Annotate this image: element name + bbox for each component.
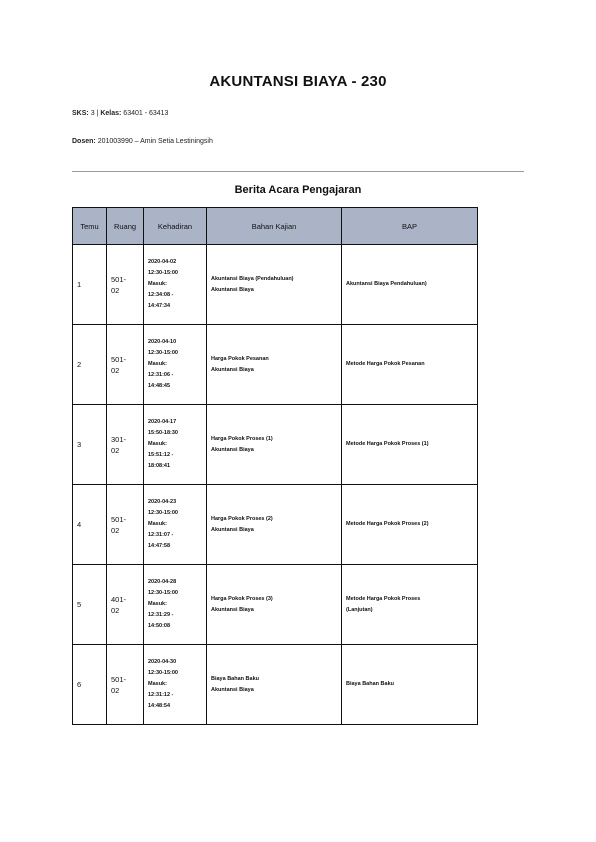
course-meta <box>72 110 168 117</box>
table-row <box>73 485 478 565</box>
ruang-cell-line: 02 <box>111 685 120 695</box>
kehadiran-cell-line: 14:48:45 <box>148 383 171 389</box>
bap-cell-line: Metode Harga Pokok Proses (1) <box>346 441 429 447</box>
kehadiran-cell-line: 12:31:12 - <box>148 692 174 698</box>
bahan-kajian-cell-line: Harga Pokok Proses (2) <box>211 515 273 522</box>
kehadiran-cell-line: 12:30-15:00 <box>148 510 178 516</box>
ruang-cell-line: 401- <box>111 594 127 604</box>
bap-cell <box>342 325 478 405</box>
kehadiran-cell <box>144 565 207 645</box>
column-header-ruang: Ruang <box>107 208 144 245</box>
table-row <box>73 245 478 325</box>
bap-cell-line: Biaya Bahan Baku <box>346 681 394 687</box>
bahan-kajian-cell-line: Biaya Bahan Baku <box>211 675 259 682</box>
kehadiran-cell-line: 12:30-15:00 <box>148 350 178 356</box>
ruang-cell-line: 02 <box>111 285 120 295</box>
bahan-kajian-cell <box>207 245 342 325</box>
bahan-kajian-cell <box>207 645 342 725</box>
ruang-cell-line: 501- <box>111 514 127 524</box>
bahan-kajian-cell-line: Akuntansi Biaya (Pendahuluan) <box>211 275 294 282</box>
bahan-kajian-cell-line: Akuntansi Biaya <box>211 526 254 533</box>
table-row <box>73 565 478 645</box>
temu-cell: 3 <box>73 405 107 485</box>
kehadiran-cell-line: 2020-04-28 <box>148 579 177 585</box>
bap-cell <box>342 405 478 485</box>
ruang-cell <box>107 645 144 725</box>
bahan-kajian-cell-line: Akuntansi Biaya <box>211 286 254 293</box>
bap-cell <box>342 245 478 325</box>
temu-cell: 2 <box>73 325 107 405</box>
sks-label: SKS: <box>72 110 89 117</box>
kehadiran-cell <box>144 245 207 325</box>
kehadiran-cell-line: 14:47:34 <box>148 303 171 309</box>
temu-cell: 6 <box>73 645 107 725</box>
bahan-kajian-cell <box>207 565 342 645</box>
kelas-value: 63401 - 63413 <box>123 110 169 117</box>
bap-cell <box>342 565 478 645</box>
column-header-temu: Temu <box>73 208 107 245</box>
bap-cell <box>342 485 478 565</box>
lecturer-meta <box>72 138 213 145</box>
page-title: AKUNTANSI BIAYA - 230 <box>209 73 387 90</box>
table-header-row <box>73 208 478 245</box>
column-header-kehadiran: Kehadiran <box>144 208 207 245</box>
table-body <box>73 245 478 725</box>
ruang-cell-line: 301- <box>111 434 127 444</box>
bahan-kajian-cell-line: Akuntansi Biaya <box>211 686 254 693</box>
bap-cell-line: Metode Harga Pokok Pesanan <box>346 361 425 367</box>
kehadiran-cell-line: 14:48:54 <box>148 703 171 709</box>
ruang-cell <box>107 245 144 325</box>
kehadiran-cell-line: 12:31:06 - <box>148 372 174 378</box>
ruang-cell-line: 02 <box>111 365 120 375</box>
kehadiran-cell-line: 2020-04-30 <box>148 659 177 665</box>
kelas-label: Kelas: <box>100 110 122 117</box>
bahan-kajian-cell <box>207 485 342 565</box>
kehadiran-cell-line: 2020-04-23 <box>148 499 177 505</box>
kehadiran-cell-line: 2020-04-02 <box>148 259 177 265</box>
kehadiran-cell-line: Masuk: <box>148 681 167 687</box>
table-row <box>73 645 478 725</box>
ruang-cell-line: 02 <box>111 605 120 615</box>
bap-cell <box>342 645 478 725</box>
kehadiran-cell-line: Masuk: <box>148 361 167 367</box>
dosen-label: Dosen: <box>72 138 96 145</box>
meta-separator: | <box>96 110 99 117</box>
kehadiran-cell-line: 12:30-15:00 <box>148 590 178 596</box>
dosen-value: 201003990 – Amin Setia Lestiningsih <box>97 138 213 145</box>
column-header-bahan-kajian: Bahan Kajian <box>207 208 342 245</box>
bap-table <box>72 207 478 725</box>
sks-value: 3 <box>90 110 95 117</box>
bahan-kajian-cell-line: Harga Pokok Proses (3) <box>211 595 273 602</box>
kehadiran-cell-line: Masuk: <box>148 281 167 287</box>
ruang-cell <box>107 405 144 485</box>
ruang-cell-line: 02 <box>111 525 120 535</box>
bahan-kajian-cell-line: Akuntansi Biaya <box>211 446 254 453</box>
kehadiran-cell-line: 2020-04-10 <box>148 339 177 345</box>
kehadiran-cell-line: Masuk: <box>148 521 167 527</box>
kehadiran-cell-line: 2020-04-17 <box>148 419 177 425</box>
temu-cell: 1 <box>73 245 107 325</box>
bahan-kajian-cell <box>207 405 342 485</box>
kehadiran-cell-line: 12:30-15:00 <box>148 270 178 276</box>
kehadiran-cell-line: 12:31:07 - <box>148 532 174 538</box>
bahan-kajian-cell <box>207 325 342 405</box>
kehadiran-cell-line: 12:31:29 - <box>148 612 174 618</box>
bahan-kajian-cell-line: Akuntansi Biaya <box>211 606 254 613</box>
table-row <box>73 325 478 405</box>
section-title: Berita Acara Pengajaran <box>234 184 362 196</box>
ruang-cell-line: 501- <box>111 674 127 684</box>
kehadiran-cell-line: 12:30-15:00 <box>148 670 178 676</box>
kehadiran-cell-line: 18:08:41 <box>148 463 171 469</box>
ruang-cell <box>107 565 144 645</box>
kehadiran-cell <box>144 645 207 725</box>
bap-cell-line: (Lanjutan) <box>346 606 373 613</box>
table-row <box>73 405 478 485</box>
kehadiran-cell-line: Masuk: <box>148 601 167 607</box>
kehadiran-cell <box>144 485 207 565</box>
temu-cell: 4 <box>73 485 107 565</box>
ruang-cell <box>107 325 144 405</box>
kehadiran-cell-line: 15:51:12 - <box>148 452 174 458</box>
bap-cell-line: Metode Harga Pokok Proses (2) <box>346 521 429 527</box>
kehadiran-cell <box>144 405 207 485</box>
kehadiran-cell-line: 14:47:58 <box>148 543 171 549</box>
kehadiran-cell-line: 12:34:08 - <box>148 292 174 298</box>
bap-cell-line: Metode Harga Pokok Proses <box>346 595 421 602</box>
kehadiran-cell-line: Masuk: <box>148 441 167 447</box>
divider <box>72 171 524 172</box>
bahan-kajian-cell-line: Harga Pokok Proses (1) <box>211 435 273 442</box>
ruang-cell-line: 501- <box>111 354 127 364</box>
ruang-cell-line: 02 <box>111 445 120 455</box>
column-header-bap: BAP <box>342 208 478 245</box>
bahan-kajian-cell-line: Harga Pokok Pesanan <box>211 355 269 362</box>
bap-cell-line: Akuntansi Biaya Pendahuluan) <box>346 281 427 287</box>
ruang-cell <box>107 485 144 565</box>
bahan-kajian-cell-line: Akuntansi Biaya <box>211 366 254 373</box>
kehadiran-cell-line: 14:50:08 <box>148 623 171 629</box>
temu-cell: 5 <box>73 565 107 645</box>
kehadiran-cell <box>144 325 207 405</box>
ruang-cell-line: 501- <box>111 274 127 284</box>
kehadiran-cell-line: 15:50-18:30 <box>148 430 178 436</box>
